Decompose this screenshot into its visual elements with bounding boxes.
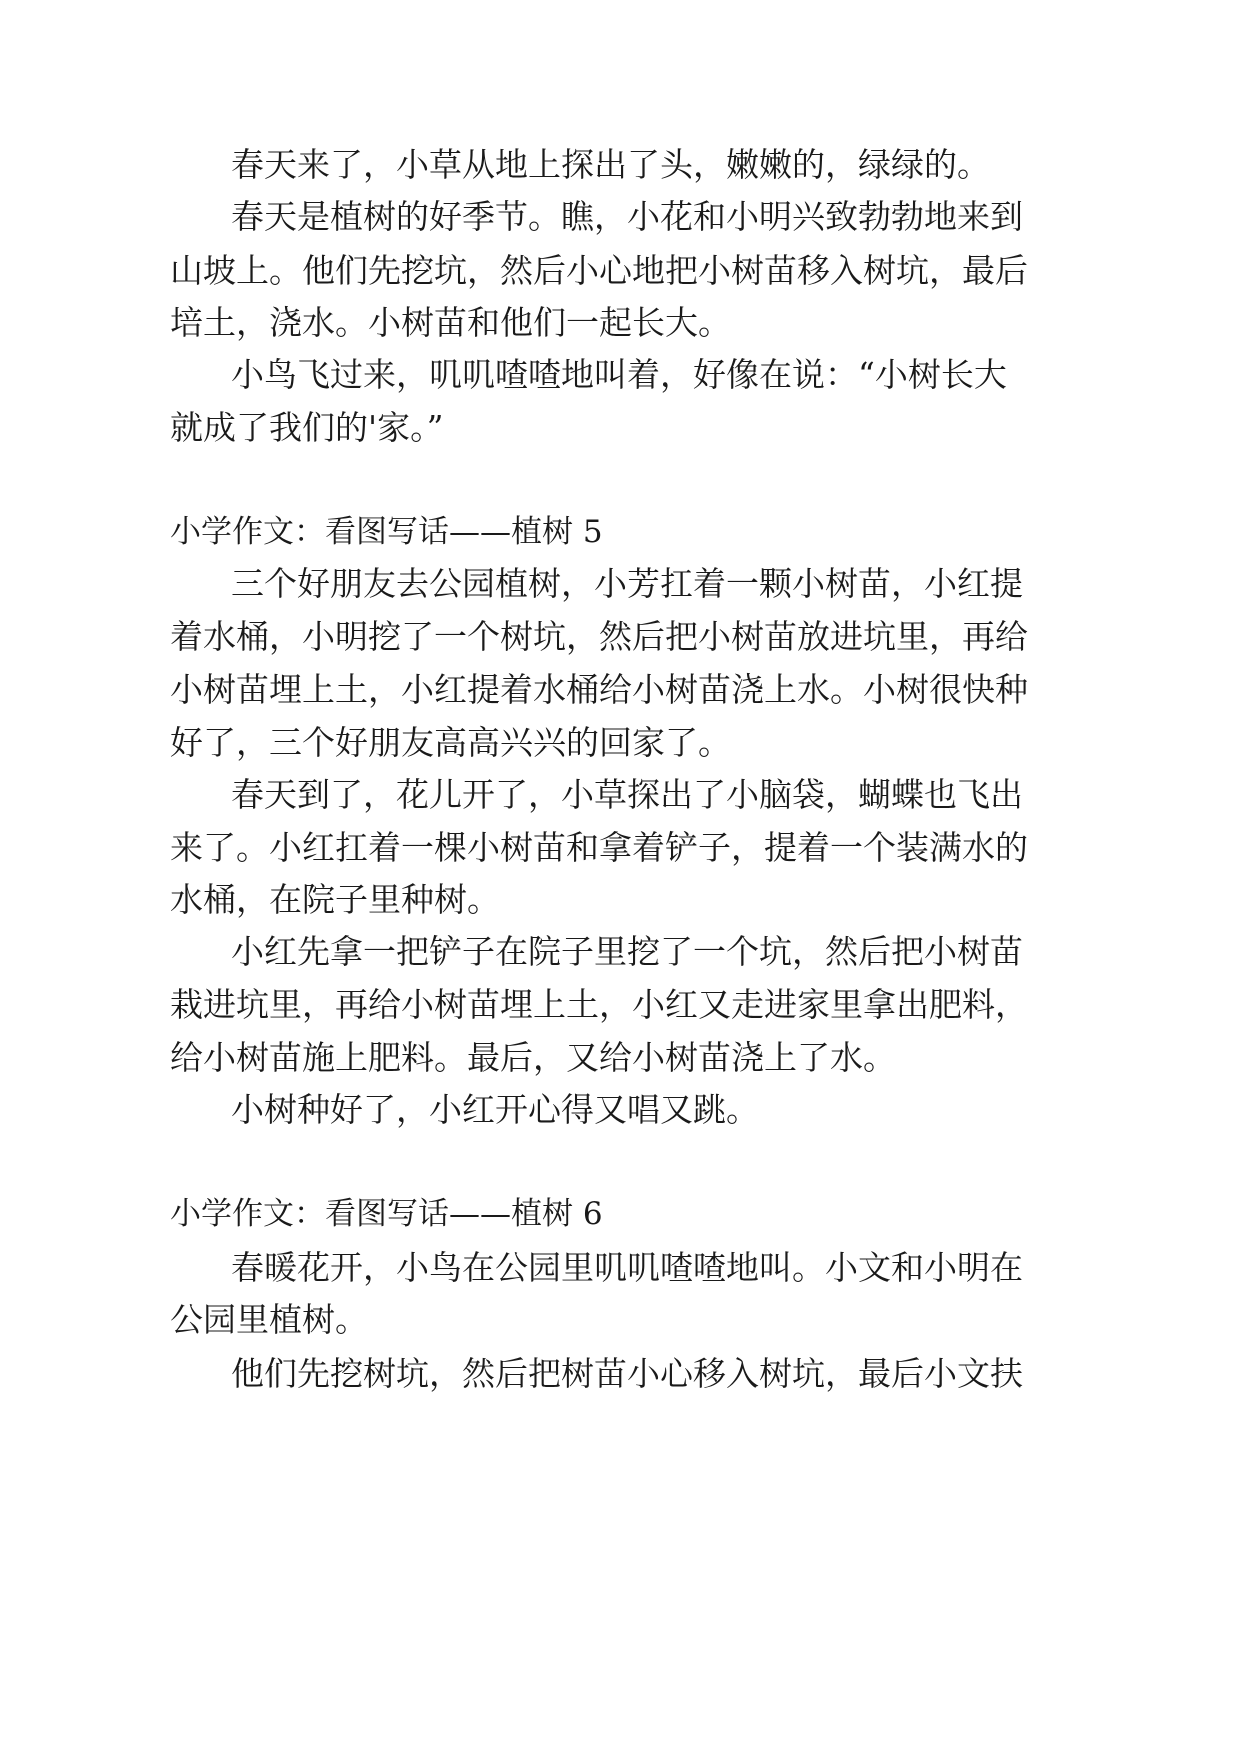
paragraph-line: 小鸟飞过来，叽叽喳喳地叫着，好像在说：“小树长大 — [231, 355, 1007, 394]
paragraph-line: 给小树苗施上肥料。最后，又给小树苗浇上了水。 — [170, 1038, 896, 1077]
paragraph-line: 春暖花开，小鸟在公园里叽叽喳喳地叫。小文和小明在 — [231, 1248, 1023, 1287]
paragraph-line: 就成了我们的'家。” — [170, 408, 444, 447]
paragraph-line: 三个好朋友去公园植树，小芳扛着一颗小树苗，小红提 — [231, 564, 1023, 603]
paragraph-line: 培土，浇水。小树苗和他们一起长大。 — [170, 303, 731, 342]
paragraph-line: 小红先拿一把铲子在院子里挖了一个坑，然后把小树苗 — [231, 932, 1023, 971]
paragraph-line: 来了。小红扛着一棵小树苗和拿着铲子，提着一个装满水的 — [170, 828, 1028, 867]
paragraph-line: 着水桶，小明挖了一个树坑，然后把小树苗放进坑里，再给 — [170, 617, 1028, 656]
paragraph-line: 春天是植树的好季节。瞧，小花和小明兴致勃勃地来到 — [231, 197, 1023, 236]
paragraph-line: 他们先挖树坑，然后把树苗小心移入树坑，最后小文扶 — [231, 1354, 1023, 1393]
paragraph-line: 小树苗埋上土，小红提着水桶给小树苗浇上水。小树很快种 — [170, 670, 1028, 709]
paragraph-line: 水桶，在院子里种树。 — [170, 880, 500, 919]
section-heading: 小学作文：看图写话——植树 6 — [170, 1196, 603, 1232]
paragraph-line: 春天到了，花儿开了，小草探出了小脑袋，蝴蝶也飞出 — [231, 775, 1023, 814]
paragraph-line: 栽进坑里，再给小树苗埋上土，小红又走进家里拿出肥料， — [170, 985, 1028, 1024]
paragraph-line: 山坡上。他们先挖坑，然后小心地把小树苗移入树坑，最后 — [170, 251, 1028, 290]
paragraph-line: 好了，三个好朋友高高兴兴的回家了。 — [170, 723, 731, 762]
paragraph-line: 春天来了，小草从地上探出了头，嫩嫩的，绿绿的。 — [231, 145, 990, 184]
paragraph-line: 公园里植树。 — [170, 1300, 368, 1339]
section-heading: 小学作文：看图写话——植树 5 — [170, 514, 603, 550]
paragraph-line: 小树种好了，小红开心得又唱又跳。 — [231, 1090, 759, 1129]
